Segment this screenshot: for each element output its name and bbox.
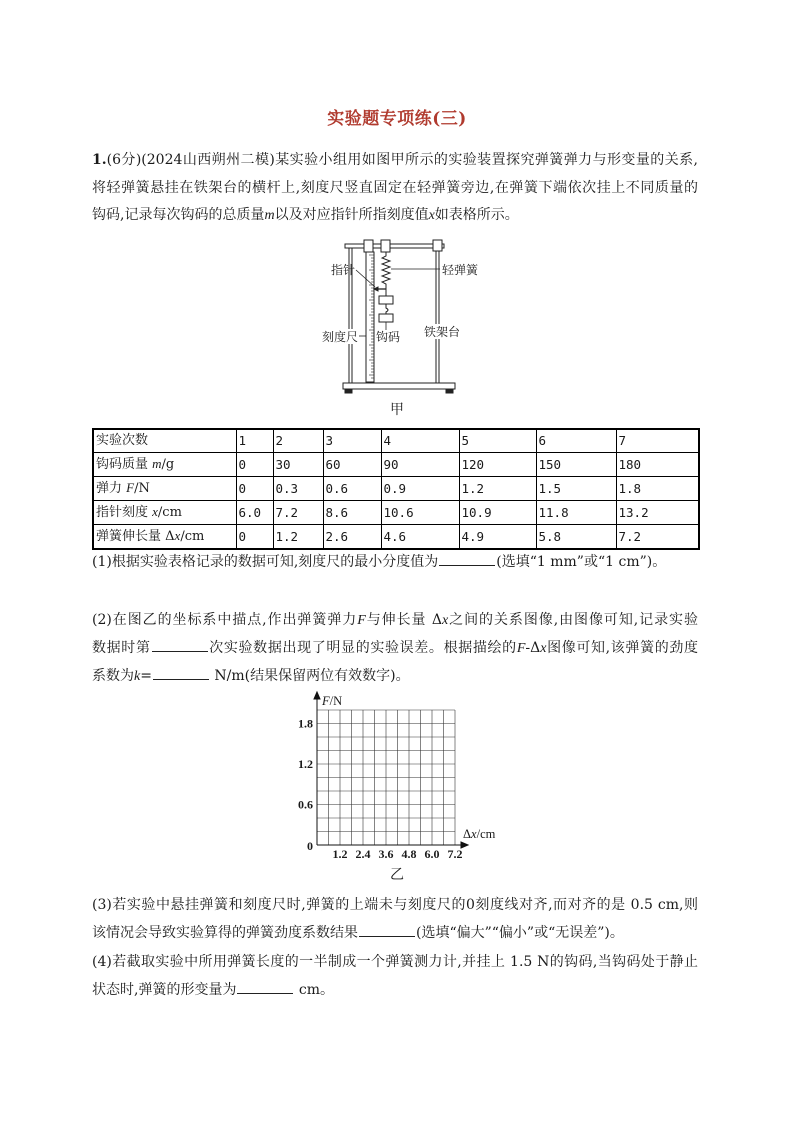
variable-m: m bbox=[264, 208, 275, 223]
question-2-line-3 bbox=[92, 666, 410, 686]
question-4-line-2 bbox=[92, 980, 334, 1000]
table-cell: 1.2 bbox=[459, 477, 536, 501]
table-cell: 0.3 bbox=[273, 477, 323, 501]
table-cell: 7.2 bbox=[616, 525, 699, 550]
stand-foot-left bbox=[345, 389, 352, 393]
question-text: -Δ bbox=[525, 640, 541, 656]
x-tick-label: 2.4 bbox=[355, 847, 371, 860]
answer-blank bbox=[359, 923, 415, 937]
table-row bbox=[93, 477, 699, 501]
variable-x: x bbox=[428, 208, 435, 223]
row-header-post: /cm bbox=[180, 529, 205, 544]
table-cell: 7 bbox=[616, 429, 699, 453]
table-cell: 0 bbox=[236, 525, 273, 550]
row-header-cell bbox=[93, 477, 236, 501]
table-cell: 1.8 bbox=[616, 477, 699, 501]
ruler bbox=[366, 252, 374, 382]
spring bbox=[382, 252, 390, 289]
experiment-data-table bbox=[92, 428, 700, 550]
question-3-line-1 bbox=[92, 895, 698, 915]
row-header-post: /N bbox=[134, 481, 150, 496]
table-cell: 13.2 bbox=[616, 501, 699, 525]
ruler-clamp bbox=[364, 240, 373, 252]
answer-blank bbox=[153, 666, 209, 680]
y-axis-arrow bbox=[314, 692, 320, 699]
problem-text: 将轻弹簧悬挂在铁架台的横杆上,刻度尺竖直固定在轻弹簧旁边,在弹簧下端依次挂上不同质量的 bbox=[92, 180, 698, 196]
table-cell: 1.2 bbox=[273, 525, 323, 550]
pointer-label: 指针 bbox=[331, 263, 356, 277]
weights-label: 钩码 bbox=[375, 330, 401, 344]
x-tick-label: 4.8 bbox=[401, 847, 417, 860]
problem-text: 以及对应指针所指刻度值 bbox=[274, 207, 429, 223]
x-tick-label: 1.2 bbox=[332, 847, 348, 860]
origin-label: 0 bbox=[307, 839, 313, 853]
row-header-var: x bbox=[174, 528, 181, 543]
x-tick-label: 7.2 bbox=[447, 847, 463, 860]
table-cell: 7.2 bbox=[273, 501, 323, 525]
y-axis-label bbox=[321, 694, 342, 708]
table-row bbox=[93, 525, 699, 550]
question-text: 图像可知,该弹簧的劲度 bbox=[546, 640, 699, 656]
question-2-line-2 bbox=[92, 638, 698, 658]
table-cell: 0 bbox=[236, 477, 273, 501]
table-cell: 180 bbox=[616, 453, 699, 477]
table-cell: 60 bbox=[323, 453, 381, 477]
row-header-pre: 实验次数 bbox=[96, 433, 149, 448]
variable-k: k bbox=[134, 669, 141, 684]
question-text: 系数为 bbox=[92, 668, 134, 684]
table-body bbox=[93, 429, 699, 549]
question-text: 与伸长量 Δ bbox=[365, 612, 442, 628]
table-cell: 0.6 bbox=[323, 477, 381, 501]
graph-yi-grid bbox=[280, 690, 510, 860]
row-header-cell bbox=[93, 525, 236, 550]
row-header-cell bbox=[93, 453, 236, 477]
y-tick-label: 1.8 bbox=[298, 716, 313, 731]
question-text: (选填“1 mm”或“1 cm”)。 bbox=[496, 554, 667, 570]
row-header-var: x bbox=[152, 504, 158, 519]
table-cell: 10.6 bbox=[381, 501, 459, 525]
question-4-line-1 bbox=[92, 952, 698, 972]
problem-line-3 bbox=[92, 205, 519, 225]
variable-F: F bbox=[516, 641, 526, 656]
figure-jia-caption: 甲 bbox=[390, 402, 404, 418]
table-cell: 6.0 bbox=[236, 501, 273, 525]
question-text: (1)根据实验表格记录的数据可知,刻度尺的最小分度值为 bbox=[92, 554, 439, 570]
question-text: 之间的关系图像,由图像可知,记录实验 bbox=[448, 612, 699, 628]
question-1-line-1 bbox=[92, 552, 666, 572]
table-row bbox=[93, 429, 699, 453]
question-text: cm。 bbox=[294, 982, 335, 998]
y-tick-label: 0.6 bbox=[298, 797, 313, 812]
answer-blank bbox=[439, 552, 495, 566]
row-header-pre: 弹力 bbox=[96, 481, 127, 496]
row-header-cell bbox=[93, 429, 236, 453]
question-text: (2)在图乙的坐标系中描点,作出弹簧弹力 bbox=[92, 612, 358, 628]
weight-1 bbox=[379, 296, 393, 304]
question-text: (4)若截取实验中所用弹簧长度的一半制成一个弹簧测力计,并挂上 1.5 N的钩码,当钩码处于静止 bbox=[92, 954, 698, 970]
question-text: 次实验数据出现了明显的实验误差。根据描绘的 bbox=[208, 640, 517, 656]
table-row bbox=[93, 453, 699, 477]
y-tick-labels bbox=[298, 717, 313, 812]
problem-text: (6分)(2024山西朔州二模)某实验小组用如图甲所示的实验装置探究弹簧弹力与形变量的关系, bbox=[106, 152, 698, 168]
graph-yi-caption: 乙 bbox=[390, 867, 404, 883]
variable-x: x bbox=[441, 613, 449, 628]
problem-line-1 bbox=[92, 150, 698, 170]
table-cell: 4 bbox=[381, 429, 459, 453]
row-header-cell bbox=[93, 501, 236, 525]
question-text: 数据时第 bbox=[92, 640, 151, 656]
x-axis-label bbox=[463, 827, 496, 841]
row-header-post: /cm bbox=[157, 505, 182, 520]
question-2-line-1 bbox=[92, 610, 698, 630]
table-cell: 0.9 bbox=[381, 477, 459, 501]
question-text: 该情况会导致实验算得的弹簧劲度系数结果 bbox=[92, 925, 358, 941]
table-cell: 11.8 bbox=[536, 501, 616, 525]
stand-foot-right bbox=[446, 389, 453, 393]
question-text: (3)若实验中悬挂弹簧和刻度尺时,弹簧的上端未与刻度尺的0刻度线对齐,而对齐的是 0.5 cm,则 bbox=[92, 897, 698, 913]
table-cell: 6 bbox=[536, 429, 616, 453]
table-cell: 90 bbox=[381, 453, 459, 477]
table-cell: 3 bbox=[323, 429, 381, 453]
variable-x: x bbox=[540, 641, 547, 656]
table-cell: 10.9 bbox=[459, 501, 536, 525]
answer-blank bbox=[237, 980, 293, 994]
x-tick-labels bbox=[333, 847, 463, 860]
question-text: = bbox=[140, 668, 152, 684]
y-axis-var: F bbox=[322, 694, 330, 708]
page-title: 实验题专项练(三) bbox=[327, 109, 467, 129]
table-cell: 8.6 bbox=[323, 501, 381, 525]
row-header-pre: 钩码质量 bbox=[96, 457, 153, 472]
problem-number: 1. bbox=[92, 152, 107, 168]
table-row bbox=[93, 501, 699, 525]
table-cell: 1.5 bbox=[536, 477, 616, 501]
table-cell: 2 bbox=[273, 429, 323, 453]
problem-text: 钩码,记录每次钩码的总质量 bbox=[92, 207, 265, 223]
x-axis-var: x bbox=[471, 827, 477, 841]
problem-line-2 bbox=[92, 178, 698, 198]
weight-2 bbox=[379, 314, 393, 322]
weight-hook-2 bbox=[386, 304, 388, 314]
row-header-post: /g bbox=[161, 457, 175, 472]
stand-base bbox=[343, 383, 455, 389]
x-axis-delta: Δ bbox=[463, 827, 472, 841]
table-cell: 5 bbox=[459, 429, 536, 453]
stand-right-rod bbox=[436, 244, 439, 383]
table-cell: 4.6 bbox=[381, 525, 459, 550]
table-cell: 1 bbox=[236, 429, 273, 453]
problem-text: 如表格所示。 bbox=[434, 207, 519, 223]
question-3-line-2 bbox=[92, 923, 624, 943]
table-cell: 5.8 bbox=[536, 525, 616, 550]
question-text: (选填“偏大”“偏小”或“无误差”)。 bbox=[416, 925, 624, 941]
graph-grid bbox=[317, 710, 455, 845]
y-axis-unit: /N bbox=[329, 694, 343, 708]
row-header-pre: 指针刻度 bbox=[96, 505, 153, 520]
x-tick-label: 3.6 bbox=[378, 847, 394, 860]
table-cell: 120 bbox=[459, 453, 536, 477]
question-text: N/m(结果保留两位有效数字)。 bbox=[209, 668, 410, 684]
table-cell: 30 bbox=[273, 453, 323, 477]
answer-blank bbox=[152, 638, 208, 652]
row-header-var: m bbox=[152, 456, 162, 471]
table-cell: 150 bbox=[536, 453, 616, 477]
table-cell: 0 bbox=[236, 453, 273, 477]
ruler-label: 刻度尺 bbox=[321, 330, 359, 344]
spring-label: 轻弹簧 bbox=[442, 263, 479, 277]
table-cell: 4.9 bbox=[459, 525, 536, 550]
y-tick-label: 1.2 bbox=[298, 757, 313, 771]
spring-clamp bbox=[381, 240, 390, 252]
table-cell: 2.6 bbox=[323, 525, 381, 550]
stand-crossbar bbox=[345, 244, 444, 248]
row-header-var: F bbox=[126, 480, 135, 495]
variable-F: F bbox=[357, 613, 366, 628]
figure-jia-apparatus bbox=[300, 232, 480, 400]
pointer-tip bbox=[374, 287, 378, 291]
stand-label: 铁架台 bbox=[423, 325, 461, 339]
row-header-pre: 弹簧伸长量 Δ bbox=[96, 529, 175, 544]
question-text: 状态时,弹簧的形变量为 bbox=[92, 982, 237, 998]
rod-clamp bbox=[433, 240, 442, 251]
x-tick-label: 6.0 bbox=[424, 847, 440, 860]
x-axis-unit: /cm bbox=[476, 827, 496, 841]
